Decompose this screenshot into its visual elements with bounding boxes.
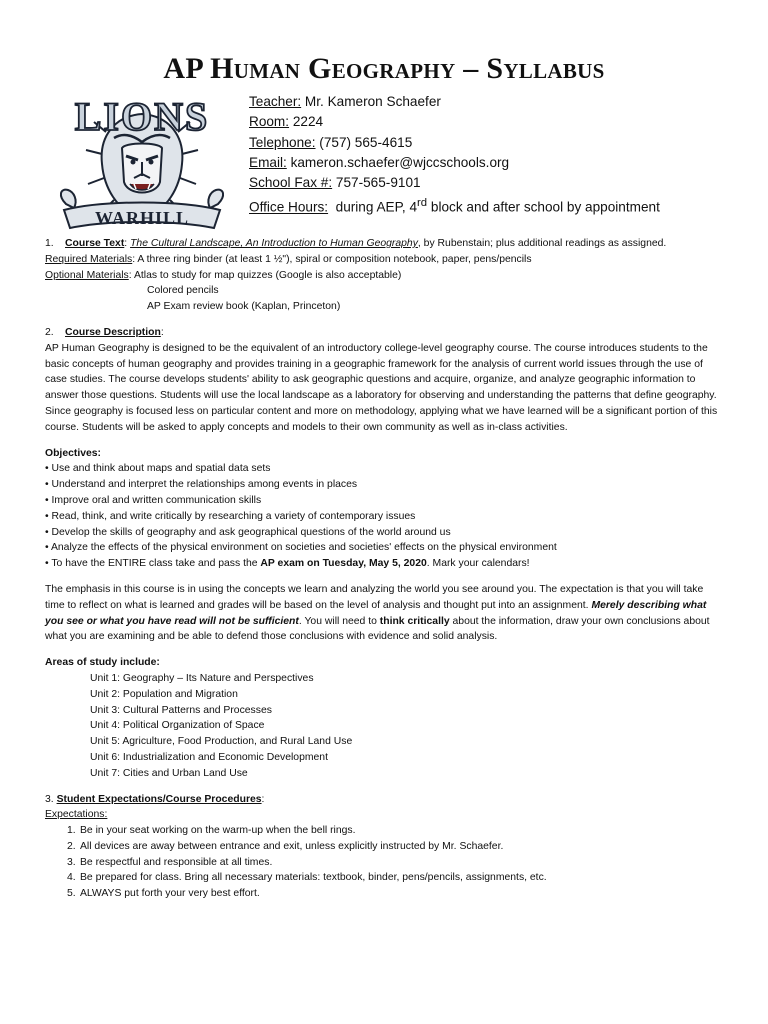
logo-bottom-text: WARHILL xyxy=(94,208,190,228)
lions-warhill-logo xyxy=(44,92,240,232)
expectations-section-heading: 3. Student Expectations/Course Procedures: xyxy=(45,793,265,805)
office-hours-line: Office Hours: during AEP, 4rd block and after school by appointment xyxy=(249,197,660,216)
contact-info xyxy=(249,92,660,218)
objective-item: • To have the ENTIRE class take and pass the AP exam on Tuesday, May 5, 2020. Mark your calendars! xyxy=(45,558,530,570)
objective-item: • Improve oral and written communication skills xyxy=(45,494,262,506)
course-text-line: 1. Course Text: The Cultural Landscape, An Introduction to Human Geography, by Rubenstain; plus additional readings as assigned. xyxy=(45,238,667,249)
course-description-paragraph: AP Human Geography is designed to be the equivalent of an introductory college-level geography course. The course introduces students to the basic concepts of human geography and provides training in a geographic framework for the analysis of current world issues through the use of case studies. The course develops students' ability to ask geographic questions and acquire, organize, and analyze geographic information to answer those questions. Students will use the local landscape as a laboratory for observing and understanding the patterns that define geography. Since geography is focused less on particular content and more on methodology, applying what we have learned will be a significant portion of this course. Students will be asked to apply concepts and models to their own community as well as in-class activities. xyxy=(45,342,718,433)
unit-item: Unit 1: Geography – Its Nature and Perspectives xyxy=(90,672,314,684)
objective-item: • Read, think, and write critically by researching a variety of contemporary issues xyxy=(45,510,416,522)
email-line: Email: kameron.schaefer@wjccschools.org xyxy=(249,154,510,170)
teacher-line: Teacher: Mr. Kameron Schaefer xyxy=(249,94,441,109)
required-materials-line: Required Materials: A three ring binder (at least 1 ½"), spiral or composition notebook, paper, pens/pencils xyxy=(45,253,532,265)
unit-item: Unit 6: Industrialization and Economic Development xyxy=(90,751,328,763)
email-link[interactable]: kameron.schaefer@wjccschools.org xyxy=(290,154,510,170)
syllabus-body xyxy=(45,236,725,902)
telephone-line: Telephone: (757) 565-4615 xyxy=(249,134,413,150)
logo-top-text: LIONS xyxy=(74,94,210,139)
optional-materials-line: Optional Materials: Atlas to study for map quizzes (Google is also acceptable) xyxy=(45,269,402,281)
unit-item: Unit 5: Agriculture, Food Production, and Rural Land Use xyxy=(90,736,353,748)
expectation-item: 4. Be prepared for class. Bring all necessary materials: textbook, binder, pens/pencils, assignments, etc. xyxy=(67,872,547,884)
room-line: Room: 2224 xyxy=(249,114,324,130)
unit-item: Unit 4: Political Organization of Space xyxy=(90,720,265,732)
expectations-label: Expectations: xyxy=(45,809,108,821)
fax-line: School Fax #: 757-565-9101 xyxy=(249,175,421,191)
objective-item: • Use and think about maps and spatial data sets xyxy=(45,463,271,475)
optional-material-item: AP Exam review book (Kaplan, Princeton) xyxy=(147,301,341,313)
objective-item: • Understand and interpret the relationships among events in places xyxy=(45,479,358,491)
objective-item: • Analyze the effects of the physical environment on societies and societies' effects on the physical environment xyxy=(45,542,557,554)
expectation-item: 3. Be respectful and responsible at all times. xyxy=(67,856,273,868)
emphasis-paragraph: The emphasis in this course is in using the concepts we learn and analyzing the world you see around you. The expectation is that you will take time to reflect on what is learned and grades will be based on the level of analysis and thought put into an assignment. Merely describing what you see or what you have read will not be sufficient. You will need to think critically about the information, draw your own conclusions about what you are examining and be able to defend those conclusions with evidence and solid analysis. xyxy=(45,583,710,643)
page-title: AP Human Geography – Syllabus xyxy=(163,52,605,85)
objective-item: • Develop the skills of geography and ask geographical questions of the world around us xyxy=(45,526,451,538)
optional-material-item: Colored pencils xyxy=(147,285,219,297)
unit-item: Unit 7: Cities and Urban Land Use xyxy=(90,767,248,779)
expectation-item: 5. ALWAYS put forth your very best effort. xyxy=(67,888,260,900)
expectation-item: 1. Be in your seat working on the warm-up when the bell rings. xyxy=(67,825,356,837)
unit-item: Unit 3: Cultural Patterns and Processes xyxy=(90,704,272,716)
course-description-heading: 2. Course Description: xyxy=(45,326,164,338)
areas-of-study-heading: Areas of study include: xyxy=(45,657,160,669)
objectives-heading: Objectives: xyxy=(45,447,102,459)
expectation-item: 2. All devices are away between entrance and exit, unless explicitly instructed by Mr. Schaefer. xyxy=(67,840,504,852)
unit-item: Unit 2: Population and Migration xyxy=(90,688,238,700)
